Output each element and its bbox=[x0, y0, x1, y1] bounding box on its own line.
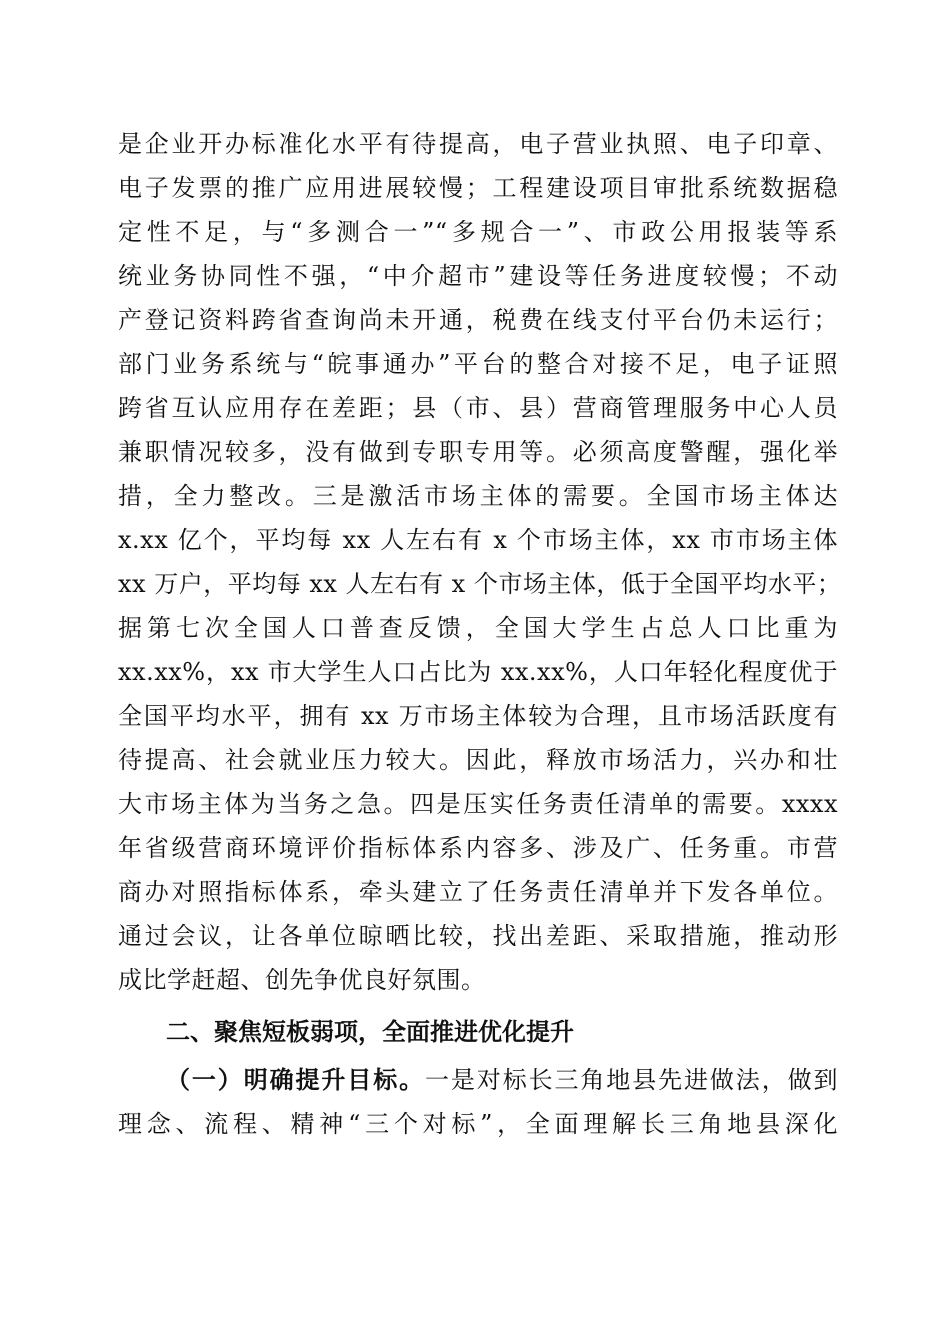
body-text-line: x.xx 亿个，平均每 xx 人左右有 x 个市场主体，xx 市市场主体 bbox=[118, 526, 838, 554]
body-text-line: 商办对照指标体系，牵头建立了任务责任清单并下发各单位。 bbox=[118, 878, 838, 906]
body-text-line: 全国平均水平，拥有 xx 万市场主体较为合理，且市场活跃度有 bbox=[118, 702, 838, 730]
body-text-line: 是企业开办标准化水平有待提高，电子营业执照、电子印章、 bbox=[118, 130, 838, 158]
body-text-line: 据第七次全国人口普查反馈，全国大学生占总人口比重为 bbox=[118, 614, 838, 642]
body-text-line: 年省级营商环境评价指标体系内容多、涉及广、任务重。市营 bbox=[118, 834, 838, 862]
body-text-line: 成比学赶超、创先争优良好氛围。 bbox=[118, 966, 486, 994]
body-text-line: xx.xx%，xx 市大学生人口占比为 xx.xx%，人口年轻化程度优于 bbox=[118, 658, 838, 686]
body-text-line: 理念、流程、精神“三个对标”，全面理解长三角地县深化 bbox=[118, 1110, 838, 1138]
body-text-line: 大市场主体为当务之急。四是压实任务责任清单的需要。xxxx bbox=[118, 790, 838, 818]
subsection-title: （一）明确提升目标。 bbox=[166, 1066, 425, 1094]
subsection-first-line bbox=[166, 1058, 838, 1102]
body-text-line: 待提高、社会就业压力较大。因此，释放市场活力，兴办和壮 bbox=[118, 746, 838, 774]
body-text-line: xx 万户，平均每 xx 人左右有 x 个市场主体，低于全国平均水平； bbox=[118, 570, 842, 598]
body-text-line: 兼职情况较多，没有做到专职专用等。必须高度警醒，强化举 bbox=[118, 438, 838, 466]
body-text-line: 部门业务系统与“皖事通办”平台的整合对接不足，电子证照 bbox=[118, 350, 838, 378]
body-text-line: 电子发票的推广应用进展较慢；工程建设项目审批系统数据稳 bbox=[118, 174, 838, 202]
body-text-line: 定性不足，与“多测合一”“多规合一”、市政公用报装等系 bbox=[118, 218, 838, 246]
body-text-line: 通过会议，让各单位晾晒比较，找出差距、采取措施，推动形 bbox=[118, 922, 838, 950]
body-text-line: 措，全力整改。三是激活市场主体的需要。全国市场主体达 bbox=[118, 482, 838, 510]
subsection-text: 一是对标长三角地县先进做法，做到 bbox=[425, 1066, 838, 1094]
body-text-line: 统业务协同性不强，“中介超市”建设等任务进度较慢；不动 bbox=[118, 262, 838, 290]
section-heading: 二、聚焦短板弱项，全面推进优化提升 bbox=[166, 1018, 574, 1046]
body-text-line: 产登记资料跨省查询尚未开通，税费在线支付平台仍未运行； bbox=[118, 306, 838, 334]
body-text-line: 跨省互认应用存在差距；县（市、县）营商管理服务中心人员 bbox=[118, 394, 838, 422]
